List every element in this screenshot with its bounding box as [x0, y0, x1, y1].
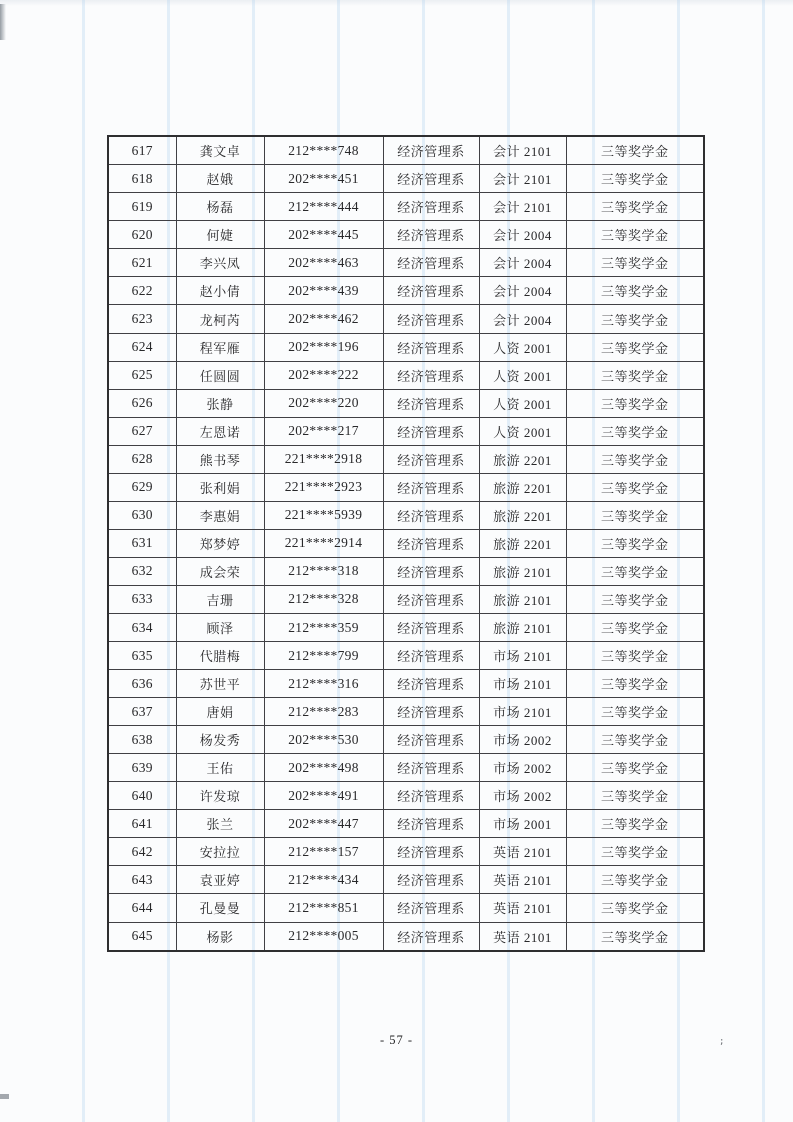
cell-class-name: 人资 2001 — [479, 333, 566, 361]
cell-department: 经济管理系 — [383, 726, 479, 754]
cell-index: 637 — [108, 698, 176, 726]
cell-department: 经济管理系 — [383, 557, 479, 585]
cell-index: 644 — [108, 894, 176, 922]
table-row — [108, 670, 704, 698]
cell-class-name: 英语 2101 — [479, 838, 566, 866]
cell-index: 618 — [108, 165, 176, 193]
table-row — [108, 305, 704, 333]
cell-index: 642 — [108, 838, 176, 866]
table-row — [108, 557, 704, 585]
cell-award: 三等奖学金 — [566, 726, 704, 754]
cell-student-id: 212****318 — [264, 557, 383, 585]
cell-student-id: 221****2914 — [264, 529, 383, 557]
cell-name: 左恩诺 — [176, 417, 264, 445]
cell-student-id: 212****748 — [264, 136, 383, 165]
cell-award: 三等奖学金 — [566, 501, 704, 529]
cell-department: 经济管理系 — [383, 417, 479, 445]
cell-class-name: 人资 2001 — [479, 361, 566, 389]
cell-name: 许发琼 — [176, 782, 264, 810]
table-row — [108, 165, 704, 193]
cell-class-name: 会计 2004 — [479, 221, 566, 249]
cell-department: 经济管理系 — [383, 473, 479, 501]
cell-class-name: 旅游 2201 — [479, 529, 566, 557]
cell-award: 三等奖学金 — [566, 698, 704, 726]
cell-award: 三等奖学金 — [566, 136, 704, 165]
table-row — [108, 838, 704, 866]
cell-department: 经济管理系 — [383, 670, 479, 698]
cell-class-name: 市场 2101 — [479, 698, 566, 726]
cell-name: 李兴凤 — [176, 249, 264, 277]
cell-department: 经济管理系 — [383, 445, 479, 473]
cell-class-name: 旅游 2101 — [479, 585, 566, 613]
cell-student-id: 202****445 — [264, 221, 383, 249]
cell-class-name: 市场 2101 — [479, 642, 566, 670]
cell-student-id: 212****157 — [264, 838, 383, 866]
cell-name: 张静 — [176, 389, 264, 417]
cell-name: 程军雁 — [176, 333, 264, 361]
table-row — [108, 473, 704, 501]
table-row — [108, 361, 704, 389]
table-row — [108, 810, 704, 838]
cell-award: 三等奖学金 — [566, 277, 704, 305]
table-row — [108, 221, 704, 249]
cell-department: 经济管理系 — [383, 614, 479, 642]
cell-index: 631 — [108, 529, 176, 557]
cell-award: 三等奖学金 — [566, 333, 704, 361]
cell-award: 三等奖学金 — [566, 922, 704, 951]
cell-student-id: 202****196 — [264, 333, 383, 361]
cell-student-id: 202****463 — [264, 249, 383, 277]
cell-class-name: 市场 2002 — [479, 782, 566, 810]
cell-department: 经济管理系 — [383, 838, 479, 866]
cell-award: 三等奖学金 — [566, 894, 704, 922]
scan-edge-artifact-bottom-left — [0, 1094, 9, 1099]
cell-name: 龙柯芮 — [176, 305, 264, 333]
cell-student-id: 212****316 — [264, 670, 383, 698]
cell-index: 626 — [108, 389, 176, 417]
cell-class-name: 会计 2101 — [479, 193, 566, 221]
cell-student-id: 212****283 — [264, 698, 383, 726]
scan-edge-artifact-top-left — [0, 4, 6, 40]
cell-award: 三等奖学金 — [566, 165, 704, 193]
cell-student-id: 202****498 — [264, 754, 383, 782]
cell-name: 龚文卓 — [176, 136, 264, 165]
cell-name: 唐娟 — [176, 698, 264, 726]
cell-department: 经济管理系 — [383, 221, 479, 249]
scholarship-table-body — [108, 136, 704, 951]
cell-class-name: 旅游 2201 — [479, 473, 566, 501]
cell-name: 任圆圆 — [176, 361, 264, 389]
cell-index: 625 — [108, 361, 176, 389]
cell-department: 经济管理系 — [383, 389, 479, 417]
table-row — [108, 445, 704, 473]
cell-name: 杨磊 — [176, 193, 264, 221]
cell-student-id: 221****5939 — [264, 501, 383, 529]
cell-name: 杨影 — [176, 922, 264, 951]
cell-award: 三等奖学金 — [566, 473, 704, 501]
cell-department: 经济管理系 — [383, 136, 479, 165]
cell-award: 三等奖学金 — [566, 557, 704, 585]
table-row — [108, 726, 704, 754]
cell-department: 经济管理系 — [383, 165, 479, 193]
cell-class-name: 英语 2101 — [479, 922, 566, 951]
cell-name: 吉珊 — [176, 585, 264, 613]
cell-index: 633 — [108, 585, 176, 613]
cell-class-name: 市场 2001 — [479, 810, 566, 838]
cell-name: 代腊梅 — [176, 642, 264, 670]
cell-award: 三等奖学金 — [566, 866, 704, 894]
cell-award: 三等奖学金 — [566, 417, 704, 445]
cell-index: 635 — [108, 642, 176, 670]
cell-student-id: 202****491 — [264, 782, 383, 810]
cell-department: 经济管理系 — [383, 585, 479, 613]
cell-student-id: 202****439 — [264, 277, 383, 305]
table-row — [108, 529, 704, 557]
table-row — [108, 614, 704, 642]
cell-index: 623 — [108, 305, 176, 333]
cell-department: 经济管理系 — [383, 529, 479, 557]
cell-student-id: 212****434 — [264, 866, 383, 894]
cell-class-name: 会计 2101 — [479, 165, 566, 193]
cell-index: 630 — [108, 501, 176, 529]
cell-student-id: 202****220 — [264, 389, 383, 417]
table-row — [108, 585, 704, 613]
cell-student-id: 212****005 — [264, 922, 383, 951]
cell-class-name: 市场 2002 — [479, 726, 566, 754]
cell-class-name: 旅游 2201 — [479, 445, 566, 473]
table-row — [108, 642, 704, 670]
cell-name: 李惠娟 — [176, 501, 264, 529]
cell-name: 熊书琴 — [176, 445, 264, 473]
cell-name: 顾泽 — [176, 614, 264, 642]
cell-class-name: 旅游 2101 — [479, 557, 566, 585]
cell-class-name: 旅游 2101 — [479, 614, 566, 642]
cell-award: 三等奖学金 — [566, 249, 704, 277]
cell-name: 孔曼曼 — [176, 894, 264, 922]
cell-index: 617 — [108, 136, 176, 165]
cell-award: 三等奖学金 — [566, 838, 704, 866]
cell-student-id: 202****447 — [264, 810, 383, 838]
cell-award: 三等奖学金 — [566, 754, 704, 782]
cell-department: 经济管理系 — [383, 642, 479, 670]
table-row — [108, 782, 704, 810]
cell-student-id: 212****799 — [264, 642, 383, 670]
cell-name: 赵小倩 — [176, 277, 264, 305]
cell-award: 三等奖学金 — [566, 614, 704, 642]
cell-department: 经济管理系 — [383, 754, 479, 782]
cell-student-id: 202****217 — [264, 417, 383, 445]
table-row — [108, 277, 704, 305]
cell-award: 三等奖学金 — [566, 305, 704, 333]
cell-index: 643 — [108, 866, 176, 894]
cell-index: 629 — [108, 473, 176, 501]
table-row — [108, 136, 704, 165]
cell-class-name: 会计 2004 — [479, 277, 566, 305]
table-row — [108, 389, 704, 417]
cell-name: 何婕 — [176, 221, 264, 249]
cell-class-name: 英语 2101 — [479, 894, 566, 922]
cell-department: 经济管理系 — [383, 698, 479, 726]
cell-class-name: 英语 2101 — [479, 866, 566, 894]
cell-department: 经济管理系 — [383, 333, 479, 361]
cell-index: 639 — [108, 754, 176, 782]
cell-department: 经济管理系 — [383, 249, 479, 277]
table-row — [108, 698, 704, 726]
cell-class-name: 市场 2002 — [479, 754, 566, 782]
cell-name: 杨发秀 — [176, 726, 264, 754]
cell-index: 628 — [108, 445, 176, 473]
cell-award: 三等奖学金 — [566, 361, 704, 389]
cell-index: 645 — [108, 922, 176, 951]
cell-name: 袁亚婷 — [176, 866, 264, 894]
table-row — [108, 249, 704, 277]
cell-index: 640 — [108, 782, 176, 810]
cell-student-id: 202****451 — [264, 165, 383, 193]
cell-index: 624 — [108, 333, 176, 361]
cell-index: 634 — [108, 614, 176, 642]
table-row — [108, 866, 704, 894]
cell-index: 619 — [108, 193, 176, 221]
table-row — [108, 417, 704, 445]
cell-department: 经济管理系 — [383, 866, 479, 894]
cell-department: 经济管理系 — [383, 922, 479, 951]
cell-award: 三等奖学金 — [566, 529, 704, 557]
cell-index: 622 — [108, 277, 176, 305]
cell-index: 632 — [108, 557, 176, 585]
cell-index: 627 — [108, 417, 176, 445]
cell-name: 郑梦婷 — [176, 529, 264, 557]
cell-student-id: 221****2918 — [264, 445, 383, 473]
cell-name: 安拉拉 — [176, 838, 264, 866]
table-row — [108, 193, 704, 221]
cell-department: 经济管理系 — [383, 361, 479, 389]
cell-award: 三等奖学金 — [566, 585, 704, 613]
cell-class-name: 人资 2001 — [479, 417, 566, 445]
cell-index: 636 — [108, 670, 176, 698]
cell-department: 经济管理系 — [383, 193, 479, 221]
cell-name: 苏世平 — [176, 670, 264, 698]
cell-department: 经济管理系 — [383, 305, 479, 333]
scan-stray-mark: ; — [719, 1037, 725, 1047]
table-row — [108, 922, 704, 951]
cell-name: 王佑 — [176, 754, 264, 782]
cell-student-id: 202****222 — [264, 361, 383, 389]
cell-index: 638 — [108, 726, 176, 754]
cell-department: 经济管理系 — [383, 894, 479, 922]
cell-student-id: 202****530 — [264, 726, 383, 754]
cell-department: 经济管理系 — [383, 810, 479, 838]
cell-name: 张利娟 — [176, 473, 264, 501]
cell-index: 621 — [108, 249, 176, 277]
cell-award: 三等奖学金 — [566, 221, 704, 249]
cell-name: 赵娥 — [176, 165, 264, 193]
cell-class-name: 会计 2101 — [479, 136, 566, 165]
scholarship-award-table — [107, 135, 705, 952]
cell-award: 三等奖学金 — [566, 445, 704, 473]
cell-student-id: 212****444 — [264, 193, 383, 221]
cell-department: 经济管理系 — [383, 277, 479, 305]
cell-award: 三等奖学金 — [566, 193, 704, 221]
cell-index: 620 — [108, 221, 176, 249]
table-row — [108, 754, 704, 782]
cell-student-id: 212****359 — [264, 614, 383, 642]
cell-index: 641 — [108, 810, 176, 838]
cell-class-name: 会计 2004 — [479, 305, 566, 333]
table-row — [108, 501, 704, 529]
cell-award: 三等奖学金 — [566, 810, 704, 838]
table-row — [108, 333, 704, 361]
cell-name: 张兰 — [176, 810, 264, 838]
cell-award: 三等奖学金 — [566, 389, 704, 417]
cell-student-id: 212****851 — [264, 894, 383, 922]
cell-department: 经济管理系 — [383, 501, 479, 529]
cell-student-id: 212****328 — [264, 585, 383, 613]
table-row — [108, 894, 704, 922]
cell-student-id: 221****2923 — [264, 473, 383, 501]
cell-name: 成会荣 — [176, 557, 264, 585]
cell-class-name: 旅游 2201 — [479, 501, 566, 529]
cell-award: 三等奖学金 — [566, 670, 704, 698]
cell-department: 经济管理系 — [383, 782, 479, 810]
cell-award: 三等奖学金 — [566, 782, 704, 810]
cell-class-name: 市场 2101 — [479, 670, 566, 698]
cell-class-name: 会计 2004 — [479, 249, 566, 277]
page-number: - 57 - — [379, 1033, 414, 1047]
cell-class-name: 人资 2001 — [479, 389, 566, 417]
cell-award: 三等奖学金 — [566, 642, 704, 670]
cell-student-id: 202****462 — [264, 305, 383, 333]
